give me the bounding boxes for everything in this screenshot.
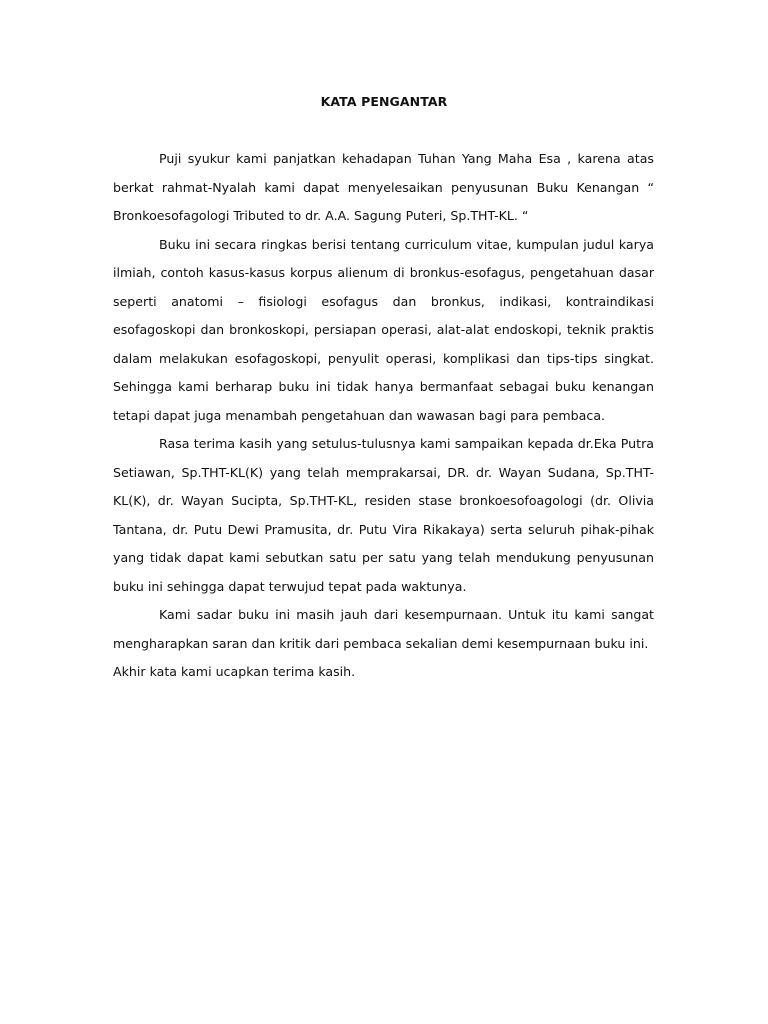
document-body bbox=[113, 145, 654, 687]
paragraph-1: Puji syukur kami panjatkan kehadapan Tuhan Yang Maha Esa , karena atas berkat rahmat-Nyalah kami dapat menyelesaikan penyusunan Buku Kenangan “ Bronkoesofagologi Tributed to dr. A.A. Sagung Puteri, Sp.THT-KL. “ bbox=[113, 151, 654, 223]
paragraph-3: Rasa terima kasih yang setulus-tulusnya kami sampaikan kepada dr.Eka Putra Setiawan, Sp.THT-KL(K) yang telah memprakarsai, DR. dr. Wayan Sudana, Sp.THT-KL(K), dr. Wayan Sucipta, Sp.THT-KL, residen stase bronkoesofoagologi (dr. Olivia Tantana, dr. Putu Dewi Pramusita, dr. Putu Vira Rikakaya) serta seluruh pihak-pihak yang tidak dapat kami sebutkan satu per satu yang telah mendukung penyusunan buku ini sehingga dapat terwujud tepat pada waktunya. bbox=[113, 436, 654, 594]
paragraph-4: Kami sadar buku ini masih jauh dari kesempurnaan. Untuk itu kami sangat mengharapkan saran dan kritik dari pembaca sekalian demi kesempurnaan buku ini. bbox=[113, 607, 654, 651]
paragraph-2: Buku ini secara ringkas berisi tentang curriculum vitae, kumpulan judul karya ilmiah, contoh kasus-kasus korpus alienum di bronkus-esofagus, pengetahuan dasar seperti anatomi – fisiologi esofagus dan bronkus, indikasi, kontraindikasi esofagoskopi dan bronkoskopi, persiapan operasi, alat-alat endoskopi, teknik praktis dalam melakukan esofagoskopi, penyulit operasi, komplikasi dan tips-tips singkat. Sehingga kami berharap buku ini tidak hanya bermanfaat sebagai buku kenangan tetapi dapat juga menambah pengetahuan dan wawasan bagi para pembaca. bbox=[113, 236, 654, 423]
page-title: KATA PENGANTAR bbox=[320, 94, 448, 109]
closing-line: Akhir kata kami ucapkan terima kasih. bbox=[113, 664, 356, 679]
